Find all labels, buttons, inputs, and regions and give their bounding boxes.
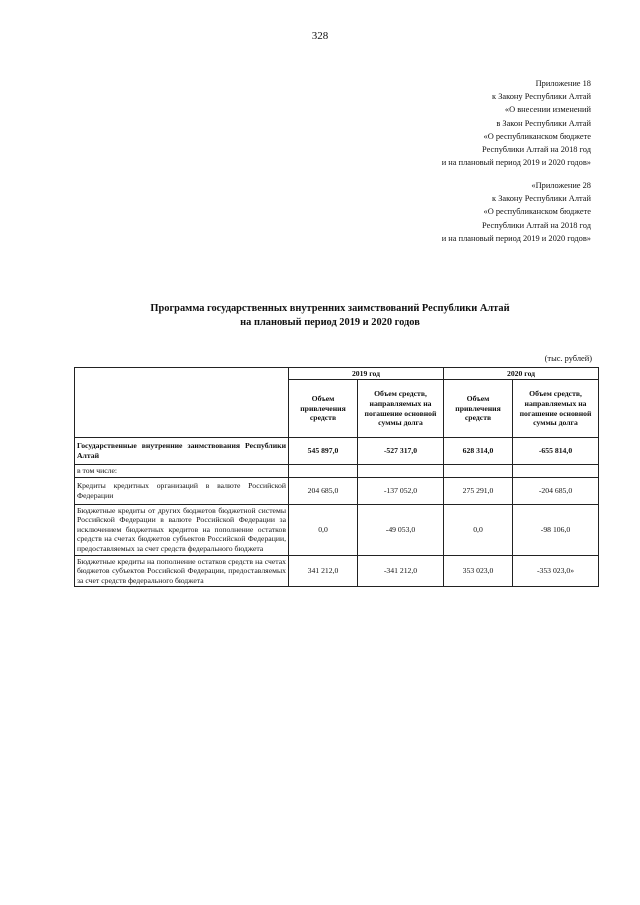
table-row <box>75 555 599 587</box>
appendix-line: «Приложение 28 <box>531 181 591 190</box>
page-number: 328 <box>311 30 329 42</box>
row-value: 275 291,0 <box>444 477 513 504</box>
row-value: 545 897,0 <box>289 438 358 465</box>
table-header-years <box>75 368 599 380</box>
table-row <box>75 477 599 504</box>
header-repayment-2019: Объем средств, направляемых на погашение основной суммы долга <box>358 380 444 438</box>
row-value: 0,0 <box>444 504 513 555</box>
appendix-line: к Закону Республики Алтай <box>492 194 591 204</box>
header-repayment-2020: Объем средств, направляемых на погашение основной суммы долга <box>513 380 599 438</box>
appendix-line: Приложение 18 <box>535 79 591 88</box>
row-value: 628 314,0 <box>444 438 513 465</box>
table-row <box>75 465 599 478</box>
row-value: 0,0 <box>289 504 358 555</box>
header-raising-2019: Объем привлечения средств <box>289 380 358 438</box>
appendix-line: Республики Алтай на 2018 год <box>482 145 591 155</box>
row-value: -527 317,0 <box>358 438 444 465</box>
appendix-18-header <box>271 77 591 169</box>
appendix-line: в Закон Республики Алтай <box>496 118 591 128</box>
appendix-line: к Закону Республики Алтай <box>492 92 591 102</box>
row-value: 341 212,0 <box>289 555 358 587</box>
title-line-1: Программа государственных внутренних заимствований Республики Алтай <box>150 303 510 314</box>
appendix-line: «О республиканском бюджете <box>483 207 591 217</box>
row-value: -341 212,0 <box>358 555 444 587</box>
appendix-28-header <box>271 179 591 245</box>
row-value: -137 052,0 <box>358 477 444 504</box>
row-value: 353 023,0 <box>444 555 513 587</box>
row-value: -353 023,0» <box>513 555 599 587</box>
row-value-empty <box>289 465 358 478</box>
header-raising-2020: Объем привлечения средств <box>444 380 513 438</box>
row-name: Государственные внутренние заимствования Республики Алтай <box>75 438 289 465</box>
row-value: -49 053,0 <box>358 504 444 555</box>
table-row <box>75 438 599 465</box>
row-value: -204 685,0 <box>513 477 599 504</box>
row-value-empty <box>513 465 599 478</box>
row-value: 204 685,0 <box>289 477 358 504</box>
row-name: Бюджетные кредиты на пополнение остатков средств на счетах бюджетов субъектов Российской Федерации, предоставляемых за счет средств федерального бюджета <box>75 555 289 587</box>
row-value: -98 106,0 <box>513 504 599 555</box>
units-label: (тыс. рублей) <box>544 354 592 363</box>
header-year-2019: 2019 год <box>289 368 444 380</box>
borrowing-program-table <box>74 367 599 587</box>
appendix-line: Республики Алтай на 2018 год <box>482 220 591 230</box>
row-value: -655 814,0 <box>513 438 599 465</box>
row-name: в том числе: <box>75 465 289 478</box>
appendix-line: и на плановый период 2019 и 2020 годов» <box>441 233 591 243</box>
appendix-line: и на плановый период 2019 и 2020 годов» <box>441 158 591 168</box>
table-row <box>75 504 599 555</box>
row-value-empty <box>358 465 444 478</box>
row-name: Бюджетные кредиты от других бюджетов бюджетной системы Российской Федерации в валюте Российской Федерации за исключением бюджетных кредитов на пополнение остатков средств на счетах бюджетов субъектов Российской Федерации, предоставляемых за счет средств федерального бюджета <box>75 504 289 555</box>
appendix-line: «О республиканском бюджете <box>483 131 591 141</box>
header-year-2020: 2020 год <box>444 368 599 380</box>
title-line-2: на плановый период 2019 и 2020 годов <box>240 316 420 328</box>
row-value-empty <box>444 465 513 478</box>
appendix-line: «О внесении изменений <box>504 105 591 115</box>
document-title <box>40 302 620 329</box>
header-empty-cell <box>75 368 289 438</box>
row-name: Кредиты кредитных организаций в валюте Российской Федерации <box>75 477 289 504</box>
